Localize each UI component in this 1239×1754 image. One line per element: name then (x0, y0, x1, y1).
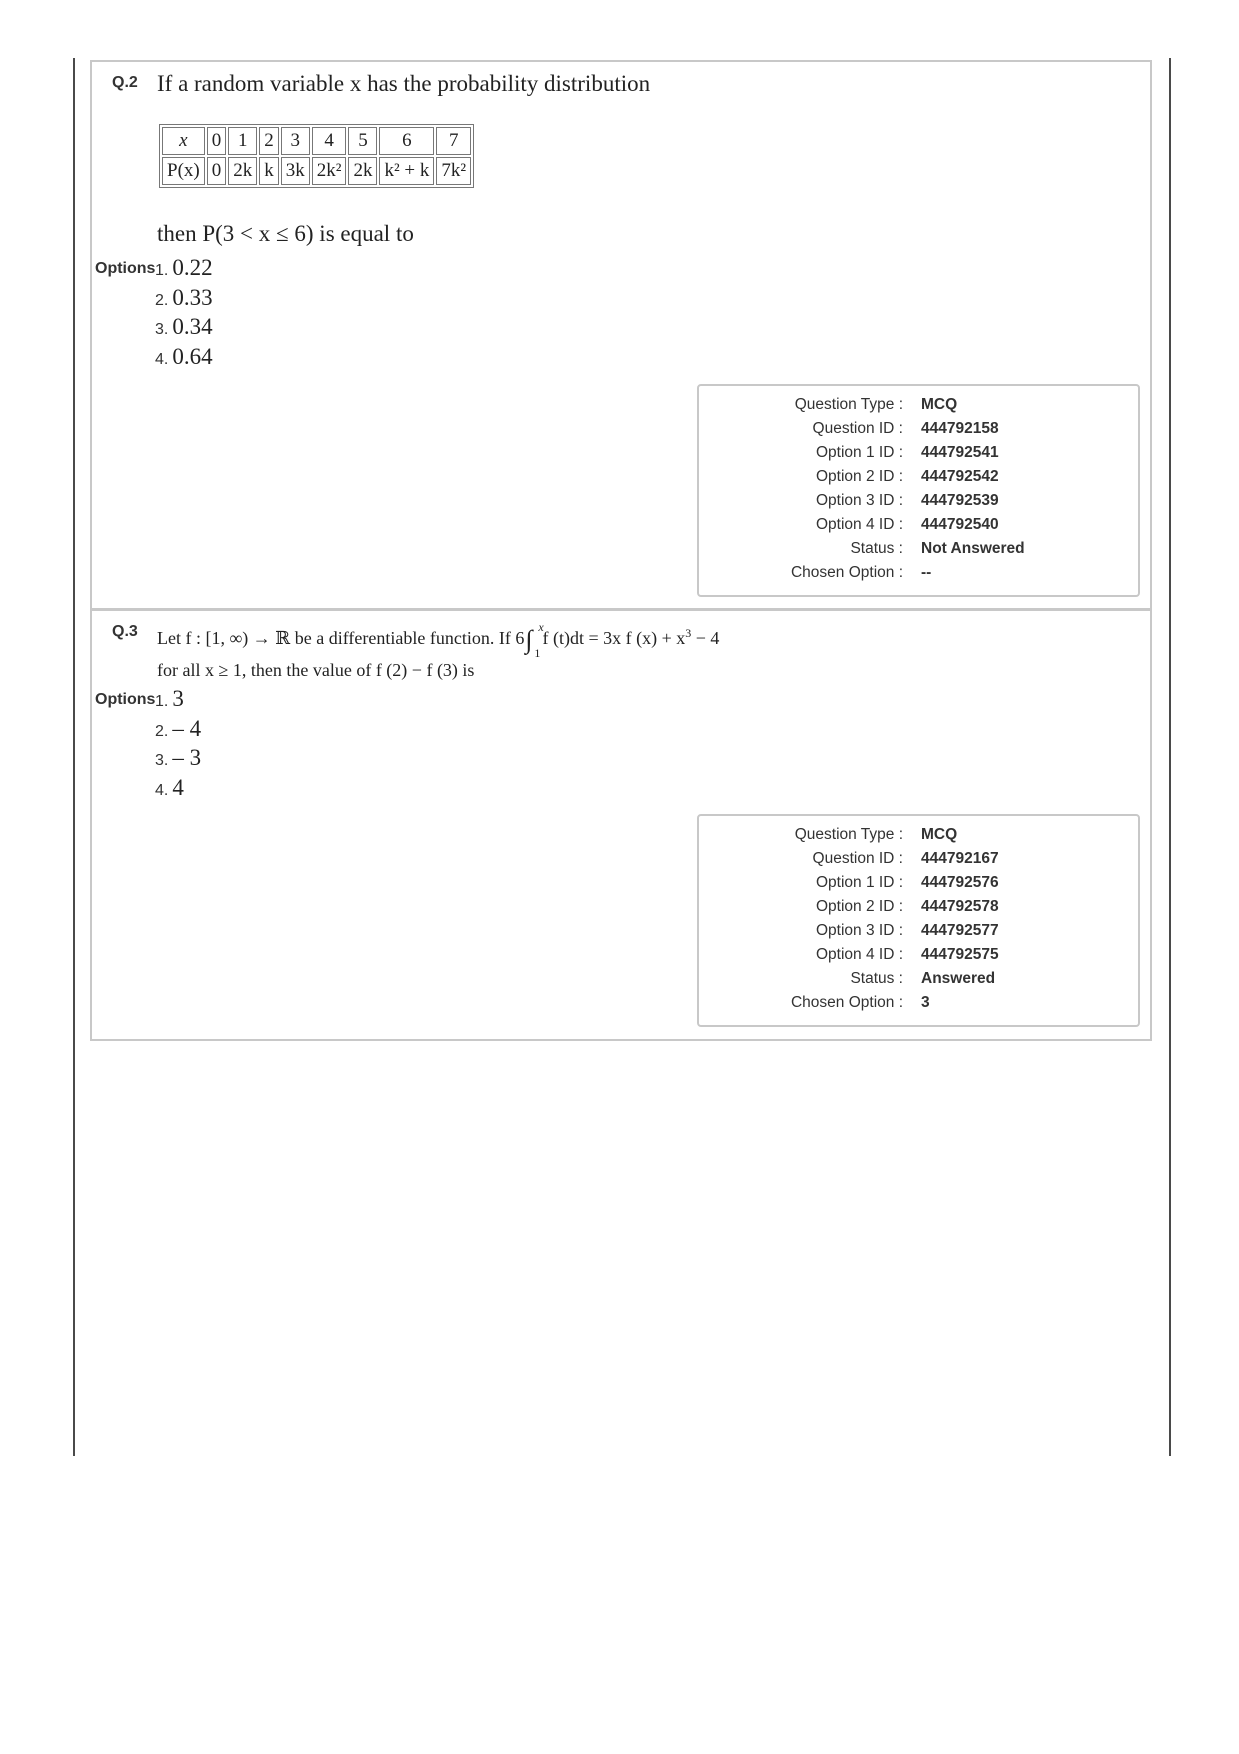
integral-sign: ∫ x 1 (525, 620, 544, 660)
question-text-continued: then P(3 < x ≤ 6) is equal to (157, 221, 414, 246)
meta-value: 3 (921, 994, 930, 1011)
question-block-q3 (90, 609, 1152, 1041)
option-4 (155, 775, 184, 801)
option-value: 0.33 (172, 285, 213, 310)
option-2 (155, 716, 201, 742)
table-cell: 3 (281, 127, 310, 155)
option-number: 2. (155, 292, 169, 309)
integral-lower-limit: 1 (534, 646, 541, 660)
option-number: 1. (155, 262, 169, 279)
meta-value: Not Answered (921, 540, 1025, 557)
meta-value: 444792575 (921, 946, 999, 963)
meta-value: 444792541 (921, 444, 999, 461)
table-cell: 2k (228, 157, 257, 185)
meta-row (699, 492, 1138, 516)
meta-row (699, 540, 1138, 564)
option-value: – 4 (172, 716, 202, 741)
meta-value: 444792540 (921, 516, 999, 533)
option-value: 0.64 (172, 344, 213, 369)
meta-row (699, 898, 1138, 922)
meta-row (699, 994, 1138, 1018)
meta-value: 444792578 (921, 898, 999, 915)
meta-key: Option 4 ID : (815, 516, 903, 533)
meta-value: 444792539 (921, 492, 999, 509)
table-cell: 5 (348, 127, 377, 155)
option-number: 2. (155, 723, 169, 740)
meta-value: 444792577 (921, 922, 999, 939)
question-number: Q.2 (112, 74, 138, 91)
meta-key: Option 1 ID : (815, 874, 903, 891)
question-block-q2 (90, 60, 1152, 610)
table-cell: 4 (312, 127, 347, 155)
question-text-part: Let f : [1, ∞) → ℝ be a differentiable function. If 6 (157, 628, 525, 648)
meta-key: Status : (850, 970, 903, 987)
option-value: 3 (172, 686, 184, 711)
option-number: 1. (155, 693, 169, 710)
probability-distribution-table (159, 124, 474, 188)
meta-value: Answered (921, 970, 996, 987)
option-1 (155, 255, 213, 281)
meta-key: Chosen Option : (790, 994, 903, 1011)
meta-key: Option 3 ID : (815, 492, 903, 509)
meta-row (699, 564, 1138, 588)
meta-key: Option 2 ID : (815, 898, 903, 915)
table-cell: 7 (436, 127, 471, 155)
meta-key: Question Type : (794, 396, 903, 413)
meta-key: Option 2 ID : (815, 468, 903, 485)
table-cell: 6 (379, 127, 434, 155)
option-value: 0.34 (172, 314, 213, 339)
meta-key: Question ID : (812, 420, 903, 437)
meta-row (699, 420, 1138, 444)
page-border-right (1169, 58, 1171, 1456)
question-text-part: f (t)dt = 3x f (x) + x (542, 628, 686, 648)
option-value: 4 (172, 775, 184, 800)
page-border-left (73, 58, 75, 1456)
table-cell: 1 (228, 127, 257, 155)
table-cell: 7k² (436, 157, 471, 185)
p-values-row (162, 157, 471, 185)
meta-key: Status : (850, 540, 903, 557)
meta-row (699, 396, 1138, 420)
question-text-continued: for all x ≥ 1, then the value of f (2) − f (3) is (157, 660, 475, 680)
meta-row (699, 826, 1138, 850)
meta-row (699, 970, 1138, 994)
meta-value: 444792542 (921, 468, 999, 485)
option-3 (155, 745, 201, 771)
meta-value: 444792576 (921, 874, 999, 891)
option-2 (155, 285, 213, 311)
option-value: 0.22 (172, 255, 213, 280)
meta-row (699, 516, 1138, 540)
meta-value: -- (921, 564, 932, 581)
meta-row (699, 874, 1138, 898)
table-cell: 2k (348, 157, 377, 185)
meta-value: MCQ (921, 826, 958, 843)
option-4 (155, 344, 213, 370)
meta-row (699, 850, 1138, 874)
question-text-part: − 4 (691, 628, 720, 648)
table-cell: P(x) (162, 157, 205, 185)
meta-row (699, 922, 1138, 946)
option-3 (155, 314, 213, 340)
meta-key: Option 3 ID : (815, 922, 903, 939)
meta-value: MCQ (921, 396, 958, 413)
table-cell: 2k² (312, 157, 347, 185)
option-number: 3. (155, 752, 169, 769)
options-label: Options (95, 260, 156, 277)
meta-row (699, 468, 1138, 492)
meta-key: Option 1 ID : (815, 444, 903, 461)
table-cell: k² + k (379, 157, 434, 185)
table-cell: 2 (259, 127, 279, 155)
meta-row (699, 946, 1138, 970)
meta-key: Option 4 ID : (815, 946, 903, 963)
meta-value: 444792167 (921, 850, 999, 867)
integral-upper-limit: x (538, 620, 544, 634)
question-metadata-panel (697, 814, 1140, 1027)
meta-key: Question ID : (812, 850, 903, 867)
options-label: Options (95, 691, 156, 708)
question-metadata-panel (697, 384, 1140, 597)
option-value: – 3 (172, 745, 202, 770)
table-cell: x (162, 127, 205, 155)
x-values-row (162, 127, 471, 155)
table-cell: 0 (207, 127, 227, 155)
question-number: Q.3 (112, 623, 138, 640)
question-text (157, 620, 720, 660)
option-number: 4. (155, 351, 169, 368)
option-1 (155, 686, 184, 712)
meta-value: 444792158 (921, 420, 999, 437)
option-number: 3. (155, 321, 169, 338)
exponent: 3 (685, 626, 692, 640)
meta-key: Question Type : (794, 826, 903, 843)
table-cell: 3k (281, 157, 310, 185)
table-cell: k (259, 157, 279, 185)
question-text: If a random variable x has the probability distribution (157, 71, 651, 96)
meta-key: Chosen Option : (790, 564, 903, 581)
meta-row (699, 444, 1138, 468)
option-number: 4. (155, 782, 169, 799)
table-cell: 0 (207, 157, 227, 185)
